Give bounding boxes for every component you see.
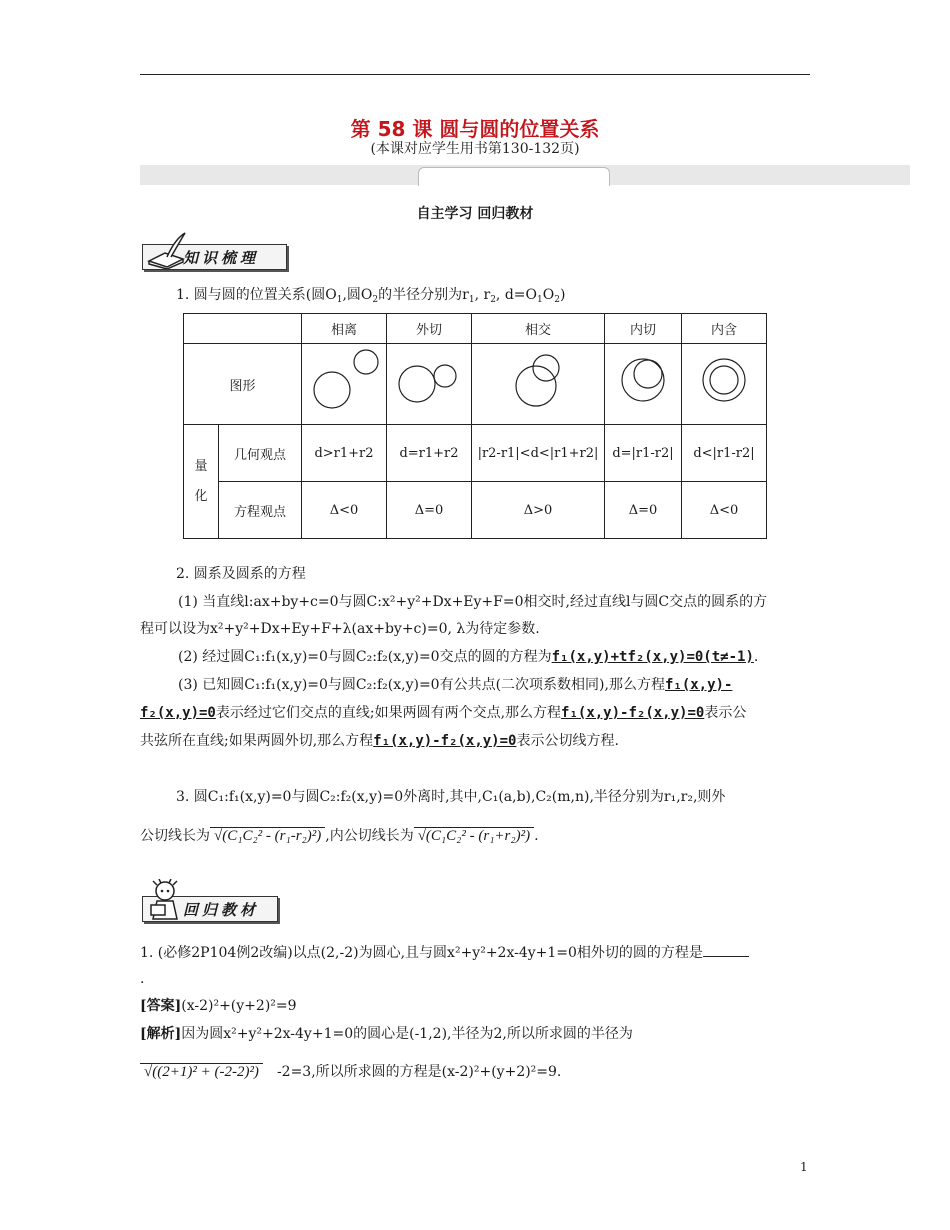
exercise1-question: 1. (必修2P104例2改编)以点(2,-2)为圆心,且与圆x²+y²+2x-4y+1=0相外切的圆的方程是 [140,942,749,963]
outer-tangent-formula: √(C₁C₂² - (r₁-r₂)²) [210,827,325,844]
table-header: 内切 [605,314,682,344]
shape-contain [682,344,767,425]
textbook-banner [142,896,278,922]
separate-circles-diagram [302,344,386,420]
item2-p2: (2) 经过圆C₁:f₁(x,y)=0与圆C₂:f₂(x,y)=0交点的圆的方程为f₁(x,y)+tf₂(x,y)=0(t≠-1). [178,649,759,665]
position-relation-table [183,313,767,539]
eq-value: Δ<0 [302,482,387,539]
exercise1-dot: . [140,971,145,987]
geo-value: d>r1+r2 [302,425,387,482]
geo-value: d<|r1-r2| [682,425,767,482]
page-subtitle: (本课对应学生用书第130-132页) [370,141,580,157]
intersecting-circles-diagram [472,344,604,420]
shape-intersect [472,344,605,425]
eq-value: Δ=0 [605,482,682,539]
shape-internal-tangent [605,344,682,425]
geo-value: d=r1+r2 [387,425,472,482]
shape-row-label: 图形 [184,344,302,425]
page-number: 1 [800,1160,808,1174]
exercise1-analysis-line2: √((2+1)² + (-2-2)²) -2=3,所以所求圆的方程是(x-2)²+(y+2)²=9. [140,1062,561,1082]
quantify-label: 量 化 [184,425,219,539]
section-heading: 自主学习 回归教材 [416,206,534,222]
shape-external-tangent [387,344,472,425]
exercise1-answer: [答案](x-2)²+(y+2)²=9 [140,998,297,1014]
eq-label: 方程观点 [219,482,302,539]
reading-child-icon [147,879,185,921]
geo-value: d=|r1-r2| [605,425,682,482]
table-header: 外切 [387,314,472,344]
section-band-tab [418,167,610,186]
knowledge-banner-label: 知识梳理 [183,249,260,267]
item2-p3-line2: f₂(x,y)=0表示经过它们交点的直线;如果两圆有两个交点,那么方程f₁(x,y)-f₂(x,y)=0表示公 [140,705,747,721]
item3-line1: 3. 圆C₁:f₁(x,y)=0与圆C₂:f₂(x,y)=0外离时,其中,C₁(a,b),C₂(m,n),半径分别为r₁,r₂,则外 [176,789,726,805]
inner-tangent-formula: √(C₁C₂² - (r₁+r₂)²) [414,827,534,844]
item2-p1b: 程可以设为x²+y²+Dx+Ey+F+λ(ax+by+c)=0, λ为待定参数. [140,621,540,637]
external-tangent-circles-diagram [387,344,471,420]
book-quill-icon [147,231,187,269]
item2-p3-line3: 共弦所在直线;如果两圆外切,那么方程f₁(x,y)-f₂(x,y)=0表示公切线方程. [140,733,619,749]
item2-p3: (3) 已知圆C₁:f₁(x,y)=0与圆C₂:f₂(x,y)=0有公共点(二次项系数相同),那么方程f₁(x,y)- [178,677,733,693]
item1-intro: 1. 圆与圆的位置关系(圆$O_1$,圆$O_2$的半径分别为$r_1$, $r_2$, $d=O_1O_2$) [176,287,566,305]
table-corner [184,314,302,344]
table-header: 内含 [682,314,767,344]
page-title: 第 58 课 圆与圆的位置关系 [350,117,600,141]
internal-tangent-circles-diagram [605,344,681,420]
answer-blank [703,942,749,957]
item2-p1: (1) 当直线l:ax+by+c=0与圆C:x²+y²+Dx+Ey+F=0相交时,经过直线l与圆C交点的圆系的方 [178,594,768,610]
shape-separate [302,344,387,425]
top-rule [140,74,810,75]
item2-heading: 2. 圆系及圆系的方程 [176,566,306,582]
exercise1-analysis: [解析]因为圆x²+y²+2x-4y+1=0的圆心是(-1,2),半径为2,所以所求圆的半径为 [140,1026,633,1042]
knowledge-banner [142,244,287,270]
table-header: 相交 [472,314,605,344]
eq-value: Δ<0 [682,482,767,539]
contained-circles-diagram [682,344,766,420]
geo-label: 几何观点 [219,425,302,482]
radius-formula: √((2+1)² + (-2-2)²) [140,1063,263,1080]
geo-value: |r2-r1|<d<|r1+r2| [472,425,605,482]
item3-line2: 公切线长为 √(C₁C₂² - (r₁-r₂)²) ,内公切线长为 √(C₁C₂² - (r₁+r₂)²) . [140,828,539,844]
table-header: 相离 [302,314,387,344]
eq-value: Δ=0 [387,482,472,539]
eq-value: Δ>0 [472,482,605,539]
textbook-banner-label: 回归教材 [183,901,260,919]
